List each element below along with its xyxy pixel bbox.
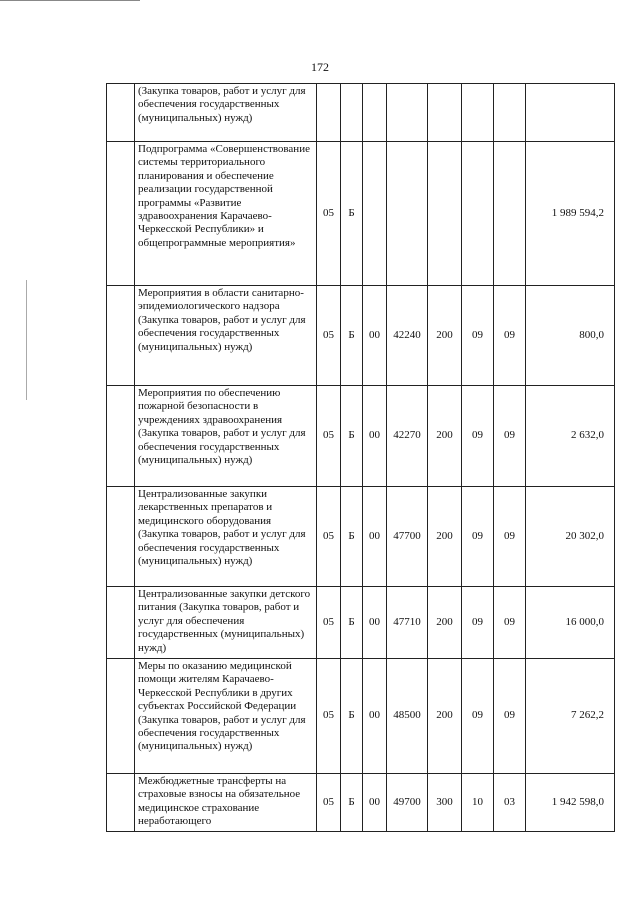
row-name: Подпрограмма «Совершенствование системы территориального планирования и обеспечение реализации государственной программы «Развитие здравоохранения Карачаево-Черкесской Республики» и общепрограммные мероприятия» xyxy=(135,142,317,286)
code-cell: 10 xyxy=(462,774,494,832)
table-row xyxy=(107,386,615,487)
table-row xyxy=(107,774,615,832)
scan-artifact-line xyxy=(26,280,27,400)
budget-table xyxy=(106,83,615,832)
code-cell xyxy=(494,84,526,142)
row-name: Межбюджетные трансферты на страховые взносы на обязательное медицинское страхование неработающего xyxy=(135,774,317,832)
code-cell xyxy=(341,84,363,142)
code-cell: 09 xyxy=(462,487,494,587)
table-row xyxy=(107,84,615,142)
code-cell: 09 xyxy=(494,386,526,487)
code-cell: 47710 xyxy=(387,587,428,659)
code-cell: Б xyxy=(341,386,363,487)
blank-cell xyxy=(107,659,135,774)
code-cell: 300 xyxy=(428,774,462,832)
table-row xyxy=(107,142,615,286)
code-cell: Б xyxy=(341,774,363,832)
code-cell: 05 xyxy=(317,142,341,286)
code-cell: 05 xyxy=(317,774,341,832)
row-name: (Закупка товаров, работ и услуг для обеспечения государственных (муниципальных) нужд) xyxy=(135,84,317,142)
code-cell: 47700 xyxy=(387,487,428,587)
code-cell: 200 xyxy=(428,487,462,587)
sum-cell: 800,0 xyxy=(526,286,615,386)
code-cell: 09 xyxy=(494,659,526,774)
code-cell: 00 xyxy=(363,286,387,386)
code-cell: 09 xyxy=(462,659,494,774)
code-cell: 49700 xyxy=(387,774,428,832)
sum-cell: 20 302,0 xyxy=(526,487,615,587)
code-cell xyxy=(363,142,387,286)
blank-cell xyxy=(107,587,135,659)
code-cell: Б xyxy=(341,587,363,659)
code-cell: 09 xyxy=(494,587,526,659)
code-cell: 05 xyxy=(317,286,341,386)
code-cell: 09 xyxy=(494,286,526,386)
sum-cell: 7 262,2 xyxy=(526,659,615,774)
table-row xyxy=(107,587,615,659)
code-cell: 00 xyxy=(363,774,387,832)
scan-artifact-line xyxy=(0,0,140,1)
sum-cell: 2 632,0 xyxy=(526,386,615,487)
row-name: Централизованные закупки лекарственных препаратов и медицинского оборудования (Закупка товаров, работ и услуг для обеспечения государственных (муниципальных) нужд) xyxy=(135,487,317,587)
table-row xyxy=(107,659,615,774)
code-cell: Б xyxy=(341,142,363,286)
row-name: Централизованные закупки детского питания (Закупка товаров, работ и услуг для обеспечения государственных (муниципальных) нужд) xyxy=(135,587,317,659)
blank-cell xyxy=(107,142,135,286)
code-cell: Б xyxy=(341,286,363,386)
code-cell xyxy=(428,84,462,142)
sum-cell: 1 942 598,0 xyxy=(526,774,615,832)
code-cell: Б xyxy=(341,487,363,587)
code-cell: 200 xyxy=(428,659,462,774)
blank-cell xyxy=(107,487,135,587)
code-cell: 00 xyxy=(363,487,387,587)
code-cell: 05 xyxy=(317,587,341,659)
sum-cell: 1 989 594,2 xyxy=(526,142,615,286)
sum-cell xyxy=(526,84,615,142)
code-cell xyxy=(317,84,341,142)
blank-cell xyxy=(107,286,135,386)
code-cell: 05 xyxy=(317,659,341,774)
code-cell: 200 xyxy=(428,286,462,386)
code-cell: 42240 xyxy=(387,286,428,386)
table-row xyxy=(107,286,615,386)
code-cell: 03 xyxy=(494,774,526,832)
code-cell: 05 xyxy=(317,386,341,487)
page-number: 172 xyxy=(311,60,329,74)
sum-cell: 16 000,0 xyxy=(526,587,615,659)
code-cell xyxy=(428,142,462,286)
code-cell xyxy=(462,84,494,142)
code-cell: 00 xyxy=(363,659,387,774)
blank-cell xyxy=(107,84,135,142)
code-cell: 09 xyxy=(462,587,494,659)
code-cell: Б xyxy=(341,659,363,774)
row-name: Меры по оказанию медицинской помощи жителям Карачаево-Черкесской Республики в других субъектах Российской Федерации (Закупка товаров, работ и услуг для обеспечения государственных (муниципальных) нужд) xyxy=(135,659,317,774)
code-cell xyxy=(387,84,428,142)
code-cell: 200 xyxy=(428,587,462,659)
code-cell xyxy=(387,142,428,286)
code-cell xyxy=(363,84,387,142)
code-cell: 09 xyxy=(494,487,526,587)
code-cell xyxy=(494,142,526,286)
table-row xyxy=(107,487,615,587)
row-name: Мероприятия в области санитарно-эпидемиологического надзора (Закупка товаров, работ и услуг для обеспечения государственных (муниципальных) нужд) xyxy=(135,286,317,386)
code-cell: 00 xyxy=(363,386,387,487)
blank-cell xyxy=(107,774,135,832)
code-cell: 05 xyxy=(317,487,341,587)
code-cell: 09 xyxy=(462,286,494,386)
code-cell: 42270 xyxy=(387,386,428,487)
code-cell: 09 xyxy=(462,386,494,487)
code-cell: 200 xyxy=(428,386,462,487)
code-cell: 00 xyxy=(363,587,387,659)
code-cell xyxy=(462,142,494,286)
row-name: Мероприятия по обеспечению пожарной безопасности в учреждениях здравоохранения (Закупка товаров, работ и услуг для обеспечения государственных (муниципальных) нужд) xyxy=(135,386,317,487)
blank-cell xyxy=(107,386,135,487)
code-cell: 48500 xyxy=(387,659,428,774)
